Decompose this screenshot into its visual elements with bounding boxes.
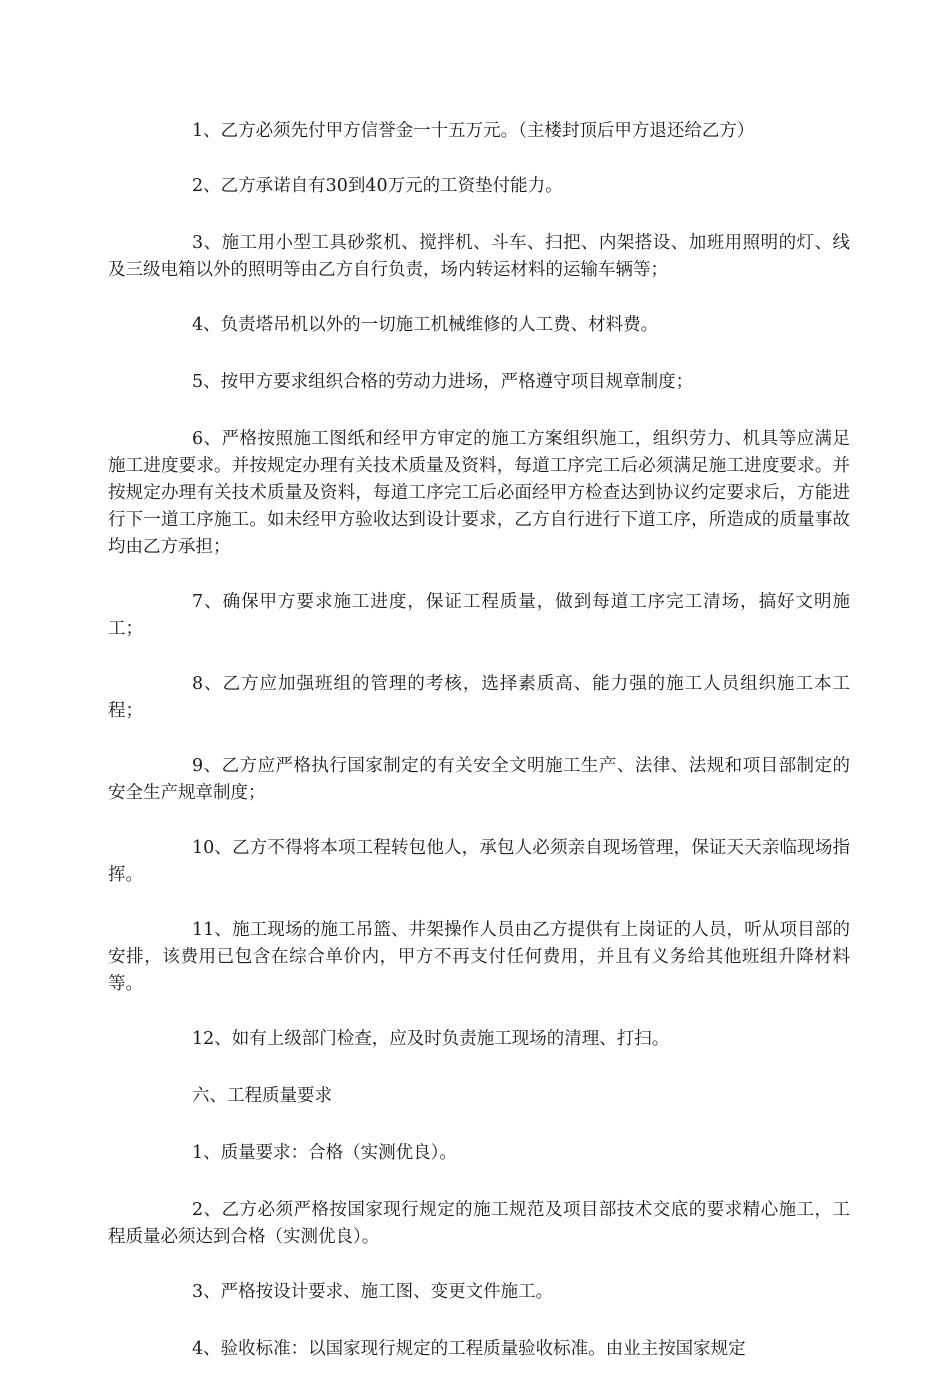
paragraph-5: 5、按甲方要求组织合格的劳动力进场，严格遵守项目规章制度；: [192, 372, 694, 392]
paragraph-quality-1: 1、质量要求：合格（实测优良）。: [192, 1143, 457, 1163]
paragraph-11: 11、施工现场的施工吊篮、井架操作人员由乙方提供有上岗证的人员，听从项目部的安排，该费用已包含在综合单价内，甲方不再支付任何费用，并且有义务给其他班组升降材料等。: [108, 920, 850, 994]
document-page: [108, 118, 850, 1393]
paragraph-3: 3、施工用小型工具砂浆机、搅拌机、斗车、扫把、内架搭设、加班用照明的灯、线及三级电箱以外的照明等由乙方自行负责，场内转运材料的运输车辆等；: [108, 233, 850, 280]
paragraph-9: 9、乙方应严格执行国家制定的有关安全文明施工生产、法律、法规和项目部制定的安全生产规章制度；: [108, 756, 850, 803]
paragraph-7: 7、确保甲方要求施工进度，保证工程质量，做到每道工序完工清场，搞好文明施工；: [108, 592, 850, 639]
paragraph-2: 2、乙方承诺自有30到40万元的工资垫付能力。: [192, 176, 563, 196]
paragraph-6: 6、严格按照施工图纸和经甲方审定的施工方案组织施工，组织劳力、机具等应满足施工进度要求。并按规定办理有关技术质量及资料，每道工序完工后必须满足施工进度要求。并按规定办理有关技术质量及资料，每道工序完工后必面经甲方检查达到协议约定要求后，方能进行下一道工序施工。如未经甲方验收达到设计要求，乙方自行进行下道工序，所造成的质量事故均由乙方承担；: [108, 429, 850, 557]
paragraph-10: 10、乙方不得将本项工程转包他人，承包人必须亲自现场管理，保证天天亲临现场指挥。: [108, 838, 850, 885]
paragraph-quality-4: 4、验收标准：以国家现行规定的工程质量验收标准。由业主按国家规定: [192, 1339, 746, 1359]
paragraph-8: 8、乙方应加强班组的管理的考核，选择素质高、能力强的施工人员组织施工本工程；: [108, 674, 850, 721]
paragraph-4: 4、负责塔吊机以外的一切施工机械维修的人工费、材料费。: [192, 315, 659, 335]
paragraph-12: 12、如有上级部门检查，应及时负责施工现场的清理、打扫。: [192, 1029, 670, 1049]
paragraph-quality-3: 3、严格按设计要求、施工图、变更文件施工。: [192, 1282, 554, 1302]
section-heading-quality: 六、工程质量要求: [192, 1086, 332, 1106]
paragraph-quality-2: 2、乙方必须严格按国家现行规定的施工规范及项目部技术交底的要求精心施工，工程质量必须达到合格（实测优良）。: [108, 1200, 850, 1247]
paragraph-1: 1、乙方必须先付甲方信誉金一十五万元。（主楼封顶后甲方退还给乙方）: [192, 121, 755, 141]
